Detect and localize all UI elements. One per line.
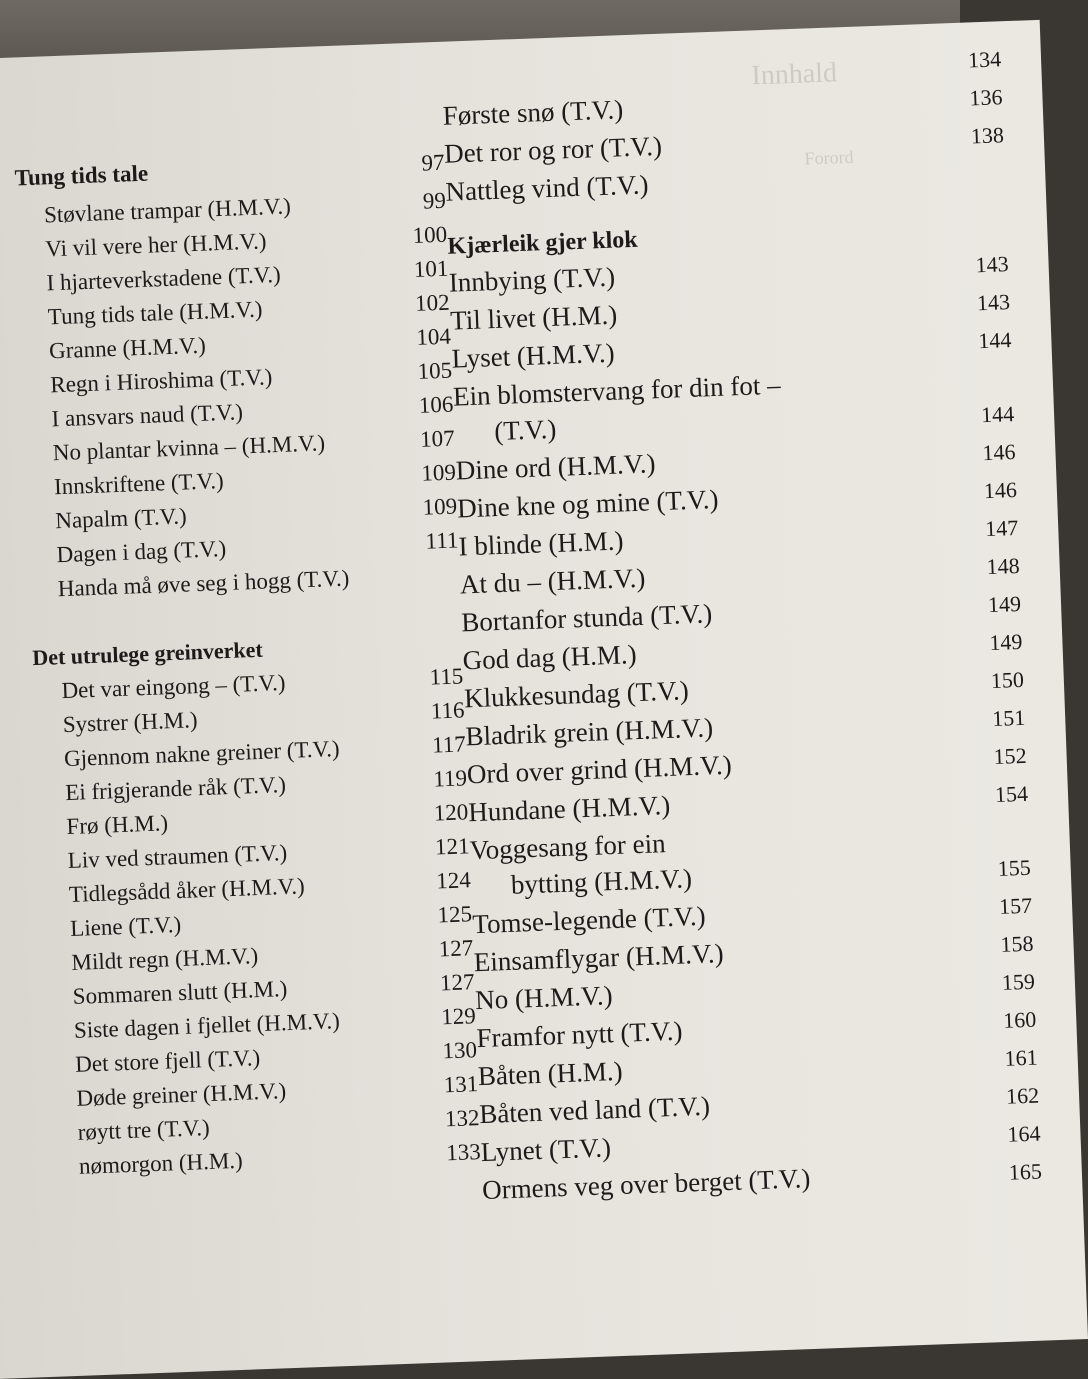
entry-title: nømorgon (H.M.) [78,1147,244,1179]
ghost-text-forord: Forord [804,146,854,169]
entry-title: No (H.M.V.) [474,980,614,1016]
entry-title: røytt tre (T.V.) [77,1115,211,1145]
entry-title: (T.V.) [493,413,557,447]
entry-title: Tung tids tale (H.M.V.) [47,296,263,330]
entry-title: Tomse-legende (T.V.) [471,900,707,940]
entry-title: Støvlane trampar (H.M.V.) [43,193,292,228]
page-number: 121 [434,833,470,860]
page-number [400,581,460,583]
page-number: 160 [1002,1006,1037,1033]
page-number: 109 [420,459,457,486]
entry-title: Dine kne og mine (T.V.) [456,483,719,524]
page-number: 99 [422,187,447,214]
entry-title: God dag (H.M.) [462,639,638,676]
section-items [448,244,1042,1210]
page-number: 157 [998,892,1033,919]
page-number: 130 [442,1037,478,1064]
page-number: 134 [967,46,1002,73]
page-number: 143 [976,289,1011,316]
entry-title: Det var eingong – (T.V.) [61,669,286,704]
entry-title: Bortanfor stunda (T.V.) [460,598,713,638]
page-number: 129 [440,1003,477,1030]
page-number: 111 [425,527,459,554]
entry-title: Båten (H.M.) [477,1055,624,1092]
entry-title: Det store fjell (T.V.) [74,1045,261,1077]
ghost-text-innhald: Innhald [750,57,838,92]
page-number: 105 [417,357,453,384]
entry-title: Vi vil vere her (H.M.V.) [44,228,267,262]
page-number [936,180,1006,183]
page-number: 136 [968,84,1003,111]
page-number: 132 [444,1105,480,1132]
page-number: 161 [1004,1044,1039,1071]
entry-title: Bladrik grein (H.M.V.) [464,712,714,752]
page-number: 102 [414,289,451,316]
page-number: 144 [980,401,1015,428]
entry-title: Lyset (H.M.V.) [451,337,616,374]
section-heading: Tung tids tale [14,160,149,191]
entry-title: Regn i Hiroshima (T.V.) [49,364,273,398]
page-number: 162 [1005,1082,1040,1109]
entry-title: No plantar kvinna – (H.M.V.) [52,430,326,466]
entry-title: Båten ved land (T.V.) [478,1090,711,1130]
section-items [33,659,481,1184]
page-number: 125 [437,901,473,928]
page-number: 146 [981,439,1016,466]
toc-left-column [14,142,481,1185]
page-number: 143 [975,251,1010,278]
entry-title: Handa må øve seg i hogg (T.V.) [57,565,350,602]
page-number: 106 [418,391,454,418]
entry-title: I hjarteverkstadene (T.V.) [46,261,282,296]
page-number: 116 [430,697,465,724]
page-number: 152 [993,742,1028,770]
page-number: 159 [1001,968,1036,995]
entry-title: Voggesang for ein [469,828,667,866]
page-number: 147 [984,514,1019,542]
section-items [16,184,461,607]
page-number: 146 [983,477,1018,504]
entry-title: Ein blomstervang for din fot – [452,369,782,412]
page-number [960,839,1030,842]
entry-title: Dagen i dag (T.V.) [56,536,227,568]
entry-title: Innskriftene (T.V.) [53,468,225,500]
page-number: 119 [432,765,468,792]
page-number: 149 [988,628,1023,656]
entry-title: At du – (H.M.V.) [459,562,646,600]
entry-title: Nattleg vind (T.V.) [444,169,649,207]
entry-title: Sommaren slutt (H.M.) [72,976,288,1009]
entry-title: Liv ved straumen (T.V.) [67,839,288,874]
entry-title: Framfor nytt (T.V.) [476,1015,683,1054]
page-number: 124 [435,867,472,894]
page-number: 150 [990,666,1025,694]
entry-title: Døde greiner (H.M.V.) [76,1078,287,1111]
book-page [0,20,1088,1379]
page-number: 127 [439,969,475,996]
entry-title: Første snø (T.V.) [442,94,624,131]
entry-title: Systrer (H.M.) [62,707,198,738]
page-number: 155 [997,854,1032,881]
page-number: 138 [970,122,1005,149]
entry-title: Liene (T.V.) [69,911,182,941]
page-number: 97 [421,149,445,176]
page-number: 158 [1000,930,1034,957]
entry-title: I ansvars naud (T.V.) [51,399,244,432]
page-number: 148 [986,552,1021,580]
entry-title: Napalm (T.V.) [54,503,188,534]
page-number: 131 [443,1071,479,1098]
entry-title: Tidlegsådd åker (H.M.V.) [68,873,306,907]
toc-right-column [441,41,1043,1210]
entry-title: Ormens veg over berget (T.V.) [481,1163,811,1206]
page-number: 164 [1006,1120,1041,1147]
entry-title: bytting (H.M.V.) [510,863,693,900]
entry-title: Gjennom nakne greiner (T.V.) [63,735,341,772]
entry-title: Ei frigjerande råk (T.V.) [64,771,287,806]
page-number: 100 [412,221,448,248]
page-number: 120 [433,799,469,826]
page-number: 165 [1008,1158,1043,1185]
entry-title: Einsamflygar (H.M.V.) [473,938,725,978]
page-number: 101 [413,255,449,282]
entry-title: Siste dagen i fjellet (H.M.V.) [73,1008,341,1043]
page-number: 133 [445,1139,482,1166]
page-number: 154 [994,780,1029,807]
entry-title: Dine ord (H.M.V.) [455,448,656,486]
page-number: 109 [422,493,458,520]
entry-title: Til livet (H.M.) [449,299,618,336]
entry-title: Granne (H.M.V.) [48,332,207,364]
section-items [441,41,1006,209]
section-heading: Det utrulege greinverket [31,636,264,671]
entry-title: Frø (H.M.) [66,810,169,840]
entry-title: I blinde (H.M.) [457,525,624,562]
entry-title: Innbying (T.V.) [448,261,616,298]
page-number: 127 [438,935,474,962]
page-number: 115 [429,663,464,690]
page-number: 107 [419,425,456,452]
entry-title: Klukkesundag (T.V.) [463,675,690,714]
page-number: 151 [991,704,1026,732]
page-number: 117 [431,731,467,758]
page-number [943,385,1013,388]
page-number: 149 [987,590,1022,618]
entry-title: Ord over grind (H.M.V.) [466,749,733,790]
entry-title: Det ror og ror (T.V.) [443,130,663,169]
page-number: 104 [415,323,452,350]
section-heading: Kjærleik gjer klok [447,226,639,260]
page-number: 144 [977,327,1012,354]
entry-title: Mildt regn (H.M.V.) [71,943,259,975]
entry-title: Lynet (T.V.) [480,1132,612,1168]
entry-title: Hundane (H.M.V.) [467,789,671,828]
